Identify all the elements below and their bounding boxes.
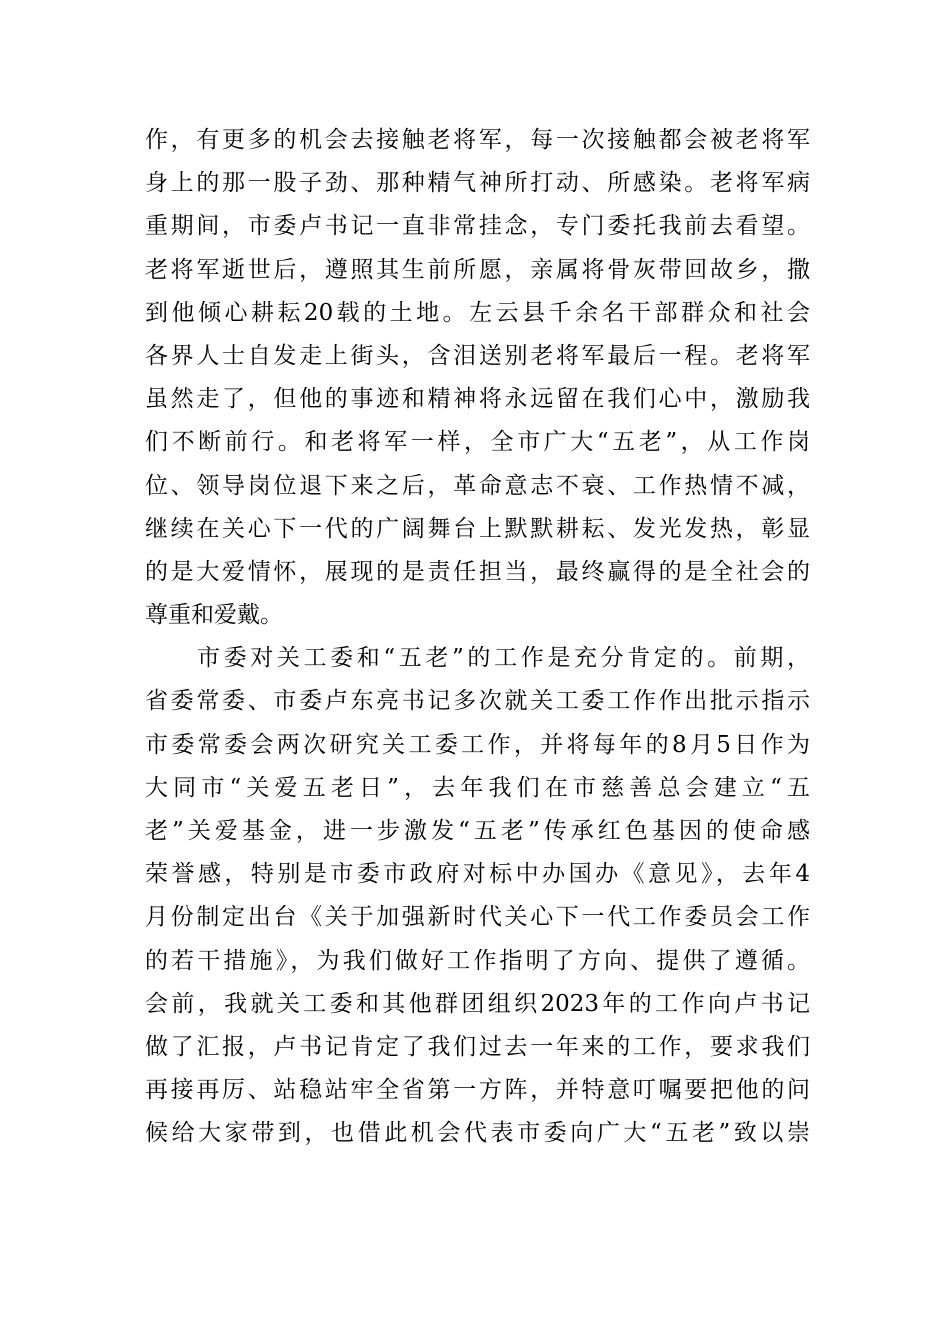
text-line: 月份制定出台《关于加强新时代关心下一代工作委员会工作 xyxy=(145,904,810,931)
text-line: 会前，我就关工委和其他群团组织2023年的工作向卢书记 xyxy=(145,990,810,1017)
text-line: 大同市“关爱五老日”，去年我们在市慈善总会建立“五 xyxy=(145,774,810,801)
text-line: 的是大爱情怀，展现的是责任担当，最终赢得的是全社会的 xyxy=(145,558,810,585)
text-line: 市委对关工委和“五老”的工作是充分肯定的。前期， xyxy=(197,645,810,672)
text-line: 的若干措施》，为我们做好工作指明了方向、提供了遵循。 xyxy=(145,947,810,974)
text-line: 继续在关心下一代的广阔舞台上默默耕耘、发光发热，彰显 xyxy=(145,515,810,542)
text-line: 市委常委会两次研究关工委工作，并将每年的8月5日作为 xyxy=(145,731,810,758)
text-line: 候给大家带到，也借此机会代表市委向广大“五老”致以崇 xyxy=(145,1120,810,1147)
paragraph-2 xyxy=(145,637,810,1155)
text-line: 身上的那一股子劲、那种精气神所打动、所感染。老将军病 xyxy=(145,170,810,197)
text-line: 老将军逝世后，遵照其生前所愿，亲属将骨灰带回故乡，撒 xyxy=(145,256,810,283)
text-line: 各界人士自发走上街头，含泪送别老将军最后一程。老将军 xyxy=(145,342,810,369)
text-line: 做了汇报，卢书记肯定了我们过去一年来的工作，要求我们 xyxy=(145,1033,810,1060)
text-line: 省委常委、市委卢东亮书记多次就关工委工作作出批示指示 xyxy=(145,688,810,715)
text-line: 重期间，市委卢书记一直非常挂念，专门委托我前去看望。 xyxy=(145,213,810,240)
text-line: 位、领导岗位退下来之后，革命意志不衰、工作热情不减， xyxy=(145,472,810,499)
body-text xyxy=(145,119,810,1156)
text-line: 到他倾心耕耘20载的土地。左云县千余名干部群众和社会 xyxy=(145,299,810,326)
text-line: 作，有更多的机会去接触老将军，每一次接触都会被老将军 xyxy=(145,127,810,153)
text-line: 们不断前行。和老将军一样，全市广大“五老”，从工作岗 xyxy=(145,429,810,456)
text-line: 再接再厉、站稳站牢全省第一方阵，并特意叮嘱要把他的问 xyxy=(145,1077,810,1104)
paragraph-1 xyxy=(145,119,810,637)
text-line: 老”关爱基金，进一步激发“五老”传承红色基因的使命感 xyxy=(145,818,810,844)
text-line: 尊重和爱戴。 xyxy=(145,602,283,629)
text-line: 荣誉感，特别是市委市政府对标中办国办《意见》，去年4 xyxy=(145,861,810,888)
text-line: 虽然走了，但他的事迹和精神将永远留在我们心中，激励我 xyxy=(145,386,810,413)
